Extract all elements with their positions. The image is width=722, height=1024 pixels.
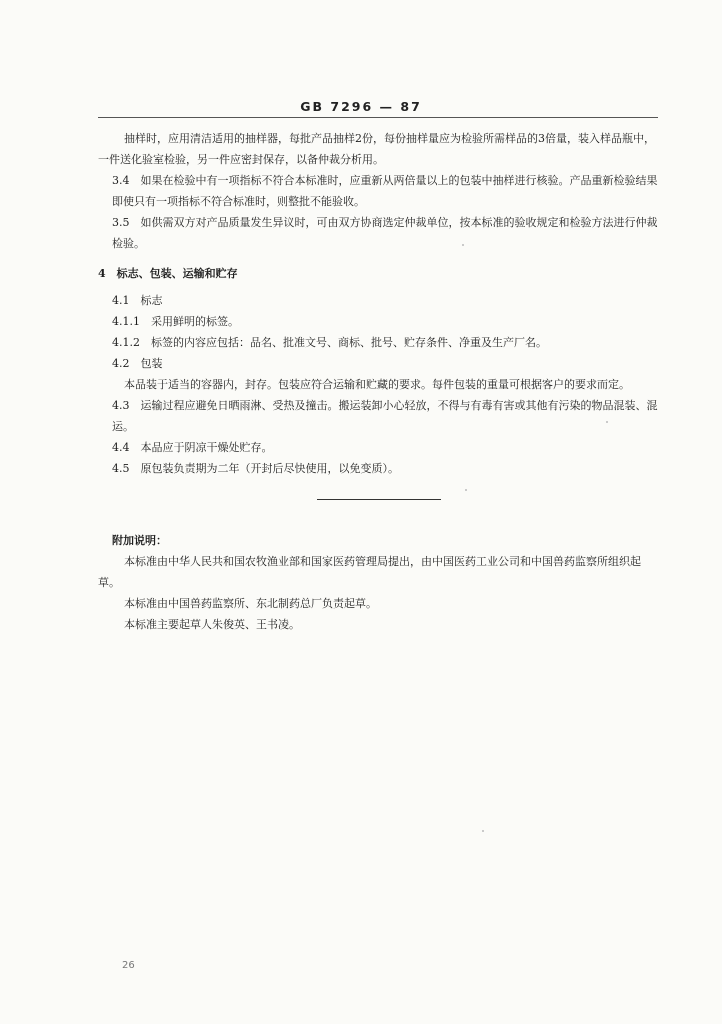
clause-4-3: 4.3 运输过程应避免日晒雨淋、受热及撞击。搬运装卸小心轻放，不得与有毒有害或其他有污染的物品混装、混运。 [112, 399, 658, 433]
additional-notes [98, 530, 658, 635]
scan-speck [462, 244, 464, 246]
notes-title: 附加说明： [112, 534, 167, 547]
clause-4-2: 4.2 包装 [112, 357, 163, 370]
note-drafter-org: 本标准由中国兽药监察所、东北制药总厂负责起草。 [124, 597, 377, 610]
header-rule [98, 117, 658, 118]
clause-4-2-body: 本品装于适当的容器内，封存。包装应符合运输和贮藏的要求。每件包装的重量可根据客户的要求而定。 [124, 378, 630, 391]
clause-3-4: 3.4 如果在检验中有一项指标不符合本标准时，应重新从两倍量以上的包装中抽样进行核验。产品重新检验结果即使只有一项指标不符合标准时，则整批不能验收。 [112, 174, 658, 208]
document-body [98, 128, 658, 479]
clause-3-5: 3.5 如供需双方对产品质量发生异议时，可由双方协商选定仲裁单位，按本标准的验收规定和检验方法进行仲裁检验。 [112, 216, 658, 250]
scan-speck [482, 830, 484, 832]
standard-code-header: GB 7296 — 87 [300, 99, 422, 114]
note-drafters: 本标准主要起草人朱俊英、王书凌。 [124, 618, 300, 631]
clause-4-1-2: 4.1.2 标签的内容应包括：品名、批准文号、商标、批号、贮存条件、净重及生产厂名。 [112, 336, 547, 349]
clause-4-5: 4.5 原包装负责期为二年（开封后尽快使用，以免变质）。 [112, 462, 399, 475]
scan-speck [606, 421, 608, 423]
section-4-heading: 4 标志、包装、运输和贮存 [98, 267, 238, 280]
clause-4-1-1: 4.1.1 采用鲜明的标签。 [112, 315, 239, 328]
end-divider [317, 499, 441, 500]
page-number: 26 [122, 960, 135, 971]
scan-speck [465, 489, 467, 491]
clause-4-4: 4.4 本品应于阴凉干燥处贮存。 [112, 441, 273, 454]
paragraph-sampling: 抽样时，应用清洁适用的抽样器，每批产品抽样2份，每份抽样量应为检验所需样品的3倍量，装入样品瓶中，一件送化验室检验，另一件应密封保存，以备仲裁分析用。 [98, 132, 655, 166]
clause-4-1: 4.1 标志 [112, 294, 163, 307]
note-proposer: 本标准由中华人民共和国农牧渔业部和国家医药管理局提出，由中国医药工业公司和中国兽药监察所组织起草。 [98, 555, 641, 589]
